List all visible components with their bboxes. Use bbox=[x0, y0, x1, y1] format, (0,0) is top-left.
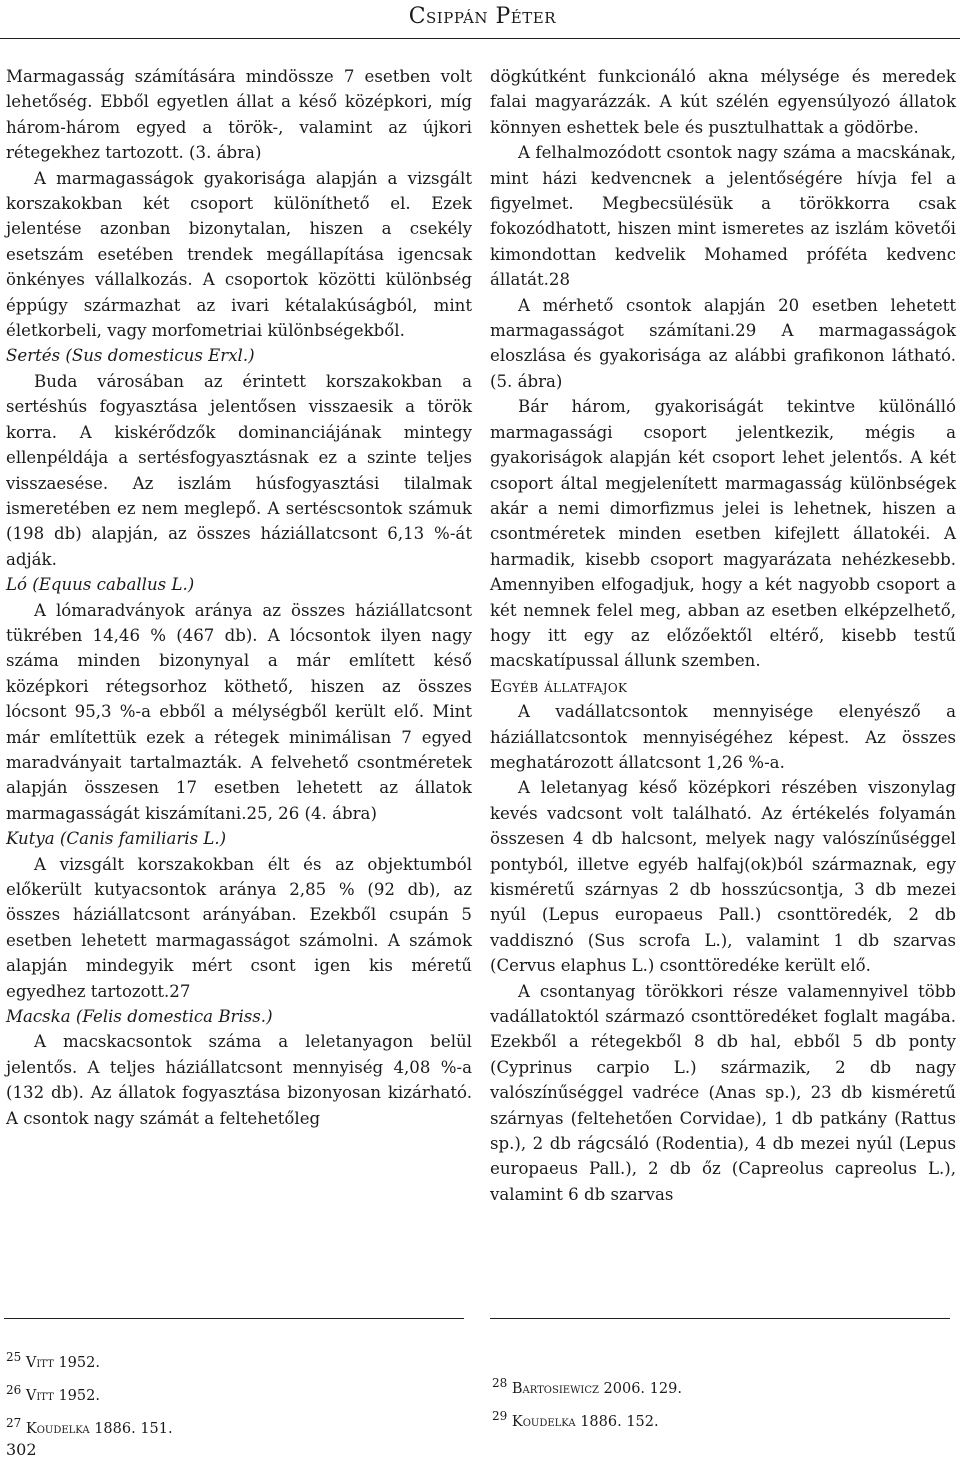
footnote-rule-right bbox=[490, 1318, 950, 1319]
header-rule bbox=[0, 38, 960, 39]
footnote-rule-left bbox=[4, 1318, 464, 1319]
footnotes-right bbox=[492, 1370, 682, 1436]
section-heading-equus: Ló (Equus caballus L.) bbox=[6, 575, 195, 595]
footnote: $^{28}$ Bartosiewicz 2006. 129. bbox=[492, 1376, 682, 1397]
paragraph: dögkútként funkcionáló akna mélysége és meredek falai magyarázzák. A kút szélén egyensúlyozó állatok könnyen eshettek bele és pusztulhattak a gödörbe. bbox=[490, 67, 956, 137]
paragraph: A vadállatcsontok mennyisége elenyésző a háziállatcsontok mennyiségéhez képest. Az összes meghatározott állatcsont 1,26 %-a. bbox=[490, 702, 956, 772]
section-heading-sus: Sertés (Sus domesticus Erxl.) bbox=[6, 346, 255, 366]
paragraph: A felhalmozódott csontok nagy száma a macskának, mint házi kedvencnek a jelentőségére hívja fel a figyelmet. Megbecsülésük a törökkorra csak fokozódhatott, hiszen mint ismeretes az iszlám követői kimondottan kedvelik Mohamed próféta kedvenc állatát.28 bbox=[490, 143, 956, 290]
right-column bbox=[490, 64, 956, 1207]
paragraph: A marmagasságok gyakorisága alapján a vizsgált korszakokban két csoport különíthető el. Ezek jelentése azonban bizonytalan, hiszen a csekély esetszám esetében trendek megállapítása igencsak önkényes vállalkozás. A csoportok közötti különbség éppúgy származhat az ivari kétalakúságból, mint életkorbeli, vagy morfometriai különbségekből. bbox=[6, 168, 472, 341]
paragraph: A vizsgált korszakokban élt és az objektumból előkerült kutyacsontok aránya 2,85 % (92 db), az összes háziállatcsont arányában. Ezekből csupán 5 esetben lehetett marmagasságot számolni. A számok alapján mindegyik mért csont igen kis méretű egyedhez tartozott.27 bbox=[6, 854, 472, 1001]
footnote: $^{29}$ Koudelka 1886. 152. bbox=[492, 1408, 659, 1430]
footnote: $^{27}$ Koudelka 1886. 151. bbox=[6, 1415, 173, 1437]
page-number: 302 bbox=[6, 1440, 37, 1459]
paragraph: A mérhető csontok alapján 20 esetben lehetett marmagasságot számítani.29 A marmagasságok eloszlása és gyakorisága az alábbi grafikonon látható. (5. ábra) bbox=[490, 295, 956, 391]
section-heading-canis: Kutya (Canis familiaris L.) bbox=[6, 829, 227, 849]
paragraph: A lómaradványok aránya az összes háziállatcsont tükrében 14,46 % (467 db). A lócsontok ilyen nagy száma minden bizonynyal a már említett késő középkori rétegsorhoz köthető, hiszen az összes lócsont 95,3 %-a ebből a mélységből került elő. Mint már említettük ezek a rétegek minimálisan 7 egyed maradványait tartalmazták. A felvehető csontméretek alapján összesen 17 esetben lehetett az állatok marmagasságát kiszámítani.25, 26 (4. ábra) bbox=[6, 600, 472, 823]
footnote: $^{25}$ Vitt 1952. bbox=[6, 1350, 100, 1371]
section-heading-felis: Macska (Felis domestica Briss.) bbox=[6, 1007, 273, 1027]
paragraph: Bár három, gyakoriságát tekintve különálló marmagassági csoport jelentkezik, mégis a gyakoriságok alapján két csoport lehet jelentős. A két csoport által megjelenített marmagasság különbségek akár a nemi dimorfizmus jelei is lehetnek, hiszen a csontméretek minden esetben kifejlett állatokéi. A harmadik, kisebb csoport magyarázata nehézkesebb. Amennyiben elfogadjuk, hogy a két nagyobb csoport a két nemnek felel meg, abban az esetben elképzelhető, hogy itt egy az előzőektől eltérő, kisebb testű macskatípussal állunk szemben. bbox=[490, 397, 956, 671]
section-heading-other-species: Egyéb állatfajok bbox=[490, 676, 628, 696]
paragraph: Buda városában az érintett korszakokban a sertéshús fogyasztása jelentősen visszaesik a török korra. A kiskérődzők dominanciájának mintegy ellenpéldája a sertésfogyasztásnak ez a szinte teljes visszaesése. Az iszlám húsfogyasztási tilalmak ismeretében ez nem meglepő. A sertéscsontok számuk (198 db) alapján, az összes háziállatcsont 6,13 %-át adják. bbox=[6, 371, 472, 569]
paragraph: A csontanyag törökkori része valamennyivel több vadállatoktól származó csonttöredéket foglalt magába. Ezekből a rétegekből 8 db hal, ebből 5 db ponty (Cyprinus carpio L.) származik, 2 db nagy valószínűséggel vadréce (Anas sp.), 23 db kisméretű szárnyas (feltehetően Corvidae), 1 db patkány (Rattus sp.), 2 db rágcsáló (Rodentia), 4 db mezei nyúl (Lepus europaeus Pall.), 2 db őz (Capreolus capreolus L.), valamint 6 db szarvas bbox=[490, 981, 956, 1204]
paragraph: A leletanyag késő középkori részében viszonylag kevés vadcsont volt található. Az értékelés folyamán összesen 4 db halcsont, melyek nagy valószínűséggel pontyból, illetve egyéb halfaj(ok)ból származnak, egy kisméretű szárnyas 2 db hosszúcsontja, 3 db mezei nyúl (Lepus europaeus Pall.) csonttöredék, 2 db vaddisznó (Sus scrofa L.), valamint 1 db szarvas (Cervus elaphus L.) csonttöredéke került elő. bbox=[490, 778, 956, 976]
paragraph: Marmagasság számítására mindössze 7 esetben volt lehetőség. Ebből egyetlen állat a késő középkori, míg három-három egyed a török-, valamint az újkori rétegekhez tartozott. (3. ábra) bbox=[6, 67, 472, 163]
paragraph: A macskacsontok száma a leletanyagon belül jelentős. A teljes háziállatcsont mennyiség 4,08 %-a (132 db). Az állatok fogyasztása bizonyosan kizárható. A csontok nagy számát a feltehetőleg bbox=[6, 1032, 472, 1128]
left-column bbox=[6, 64, 472, 1131]
running-header: Csippán Péter bbox=[408, 4, 556, 29]
footnotes-left bbox=[6, 1344, 173, 1442]
footnote: $^{26}$ Vitt 1952. bbox=[6, 1382, 100, 1404]
